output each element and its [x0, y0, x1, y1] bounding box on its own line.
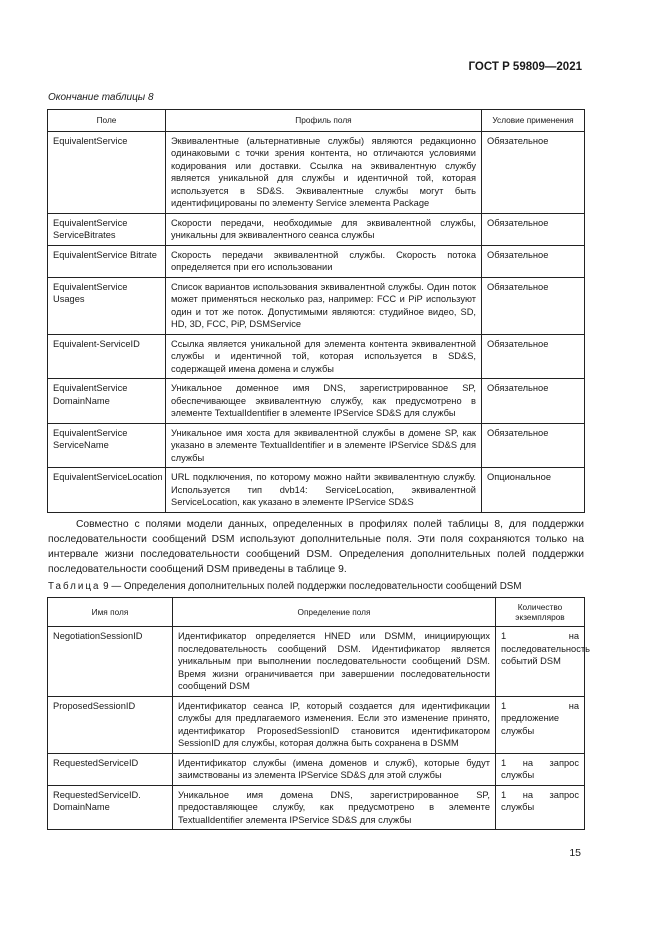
table8-profile: Эквивалентные (альтернативные службы) являются редакционно одинаковыми с точки зрения контента, но отличаются условиями кодирования или доставки. Ссылка на эквивалентную службу является уникальной для службы и идентичной той, которая используется в SD&S. Эквивалентные службы могут быть идентифицированы по элементу Service элемента Package	[166, 131, 482, 213]
table-row	[48, 131, 585, 213]
body-paragraph: Совместно с полями модели данных, определенных в профилях полей таблицы 8, для поддержки последовательности сообщений DSM используют дополнительные поля. Эти поля сохраняются только на интервале жизни последовательности сообщений DSM. Определения дополнительных полей поддержки последовательности сообщений DSM приведены в таблице 9.	[48, 519, 584, 575]
table8-profile: Уникальное доменное имя DNS, зарегистрированное SP, обеспечивающее эквивалентную службу, как предусмотрено в элементе TextualIdentifier в элементе IPService SD&S для службы	[166, 379, 482, 424]
table9-caption-prefix: Таблица	[48, 581, 101, 592]
table8	[47, 109, 585, 513]
table8-condition: Опциональное	[482, 468, 585, 513]
table8-condition: Обязательное	[482, 131, 585, 213]
page-number: 15	[569, 847, 581, 859]
table8-field: EquivalentService Usages	[48, 277, 166, 334]
table8-profile: Уникальное имя хоста для эквивалентной службы в домене SP, как указано в элементе TextualIdentifier и в элементе IPService SD&S для службы	[166, 423, 482, 468]
table8-header-row	[48, 110, 585, 132]
table8-condition: Обязательное	[482, 379, 585, 424]
table9	[47, 597, 590, 830]
table-row	[48, 213, 585, 245]
table9-field: RequestedServiceID. DomainName	[48, 785, 173, 830]
table9-header-count: Количество экземпляров	[496, 598, 585, 627]
table8-profile: Ссылка является уникальной для элемента контента эквивалентной службы и идентичной той, которая используется в SD&S, содержащей имена домена и службы	[166, 334, 482, 379]
table8-caption: Окончание таблицы 8	[48, 92, 154, 103]
table9-header-definition: Определение поля	[173, 598, 496, 627]
table9-definition: Идентификатор определяется HNED или DSMM, инициирующих последовательность сообщений DSM. Идентификатор является уникальным при выполнении последовательности сообщений DSM. Время жизни ограничивается при завершении последовательности сообщений DSM	[173, 627, 496, 697]
table8-header-profile: Профиль поля	[166, 110, 482, 132]
table9-caption	[48, 581, 521, 592]
table9-field: RequestedServiceID	[48, 753, 173, 785]
table8-condition: Обязательное	[482, 423, 585, 468]
table-row	[48, 753, 585, 785]
table8-field: EquivalentService ServiceBitrates	[48, 213, 166, 245]
table8-header-condition: Условие применения	[482, 110, 585, 132]
table9-definition: Уникальное имя домена DNS, зарегистрированное SP, предоставляющее службу, как предусмотрено в элементе TextualIdentifier элемента IPService SD&S для службы	[173, 785, 496, 830]
table8-field: Equivalent-ServiceID	[48, 334, 166, 379]
table8-field: EquivalentService ServiceName	[48, 423, 166, 468]
table-row	[48, 277, 585, 334]
table-row	[48, 334, 585, 379]
table8-field: EquivalentService DomainName	[48, 379, 166, 424]
table9-count: 1 на последовательность событий DSM	[496, 627, 585, 697]
table-row	[48, 423, 585, 468]
table-row	[48, 468, 585, 513]
table-row	[48, 379, 585, 424]
table8-condition: Обязательное	[482, 277, 585, 334]
table9-header-field: Имя поля	[48, 598, 173, 627]
table8-profile: URL подключения, по которому можно найти эквивалентную службу. Используется тип dvb14: ServiceLocation, эквивалентной ServiceLocation, как указано в элементе IPService SD&S	[166, 468, 482, 513]
table-row	[48, 245, 585, 277]
table9-field: NegotiationSessionID	[48, 627, 173, 697]
table9-count: 1 на запрос службы	[496, 785, 585, 830]
table8-profile: Скорости передачи, необходимые для эквивалентной службы, уникальны для эквивалентного сеанса службы	[166, 213, 482, 245]
table9-count: 1 на запрос службы	[496, 753, 585, 785]
table8-field: EquivalentServiceLocation	[48, 468, 166, 513]
standard-number: ГОСТ Р 59809—2021	[468, 61, 582, 73]
table9-caption-text: 9 — Определения дополнительных полей поддержки последовательности сообщений DSM	[103, 581, 522, 592]
table8-field: EquivalentService Bitrate	[48, 245, 166, 277]
table9-definition: Идентификатор службы (имена доменов и служб), которые будут заимствованы из элемента IPService SD&S для этой службы	[173, 753, 496, 785]
table9-count: 1 на предложение службы	[496, 696, 585, 753]
table8-condition: Обязательное	[482, 245, 585, 277]
table-row	[48, 627, 585, 697]
table8-field: EquivalentService	[48, 131, 166, 213]
table-row	[48, 785, 585, 830]
table9-definition: Идентификатор сеанса IP, который создается для идентификации службы для предлагаемого изменения. Если это изменение принято, идентификатор ProposedSessionID становится идентификатором SessionID для службы, которая должна быть сохранена в DSMM	[173, 696, 496, 753]
table9-header-row	[48, 598, 585, 627]
table-row	[48, 696, 585, 753]
table8-profile: Скорость передачи эквивалентной службы. Скорость потока определяется при его использовании	[166, 245, 482, 277]
table8-header-field: Поле	[48, 110, 166, 132]
table8-profile: Список вариантов использования эквивалентной службы. Один поток может применяться несколько раз, например: FCC и PiP используют один и тот же поток. Допустимыми являются: студийное видео, SD, HD, 3D, FCC, PiP, DSMService	[166, 277, 482, 334]
table8-condition: Обязательное	[482, 213, 585, 245]
table8-condition: Обязательное	[482, 334, 585, 379]
table9-field: ProposedSessionID	[48, 696, 173, 753]
